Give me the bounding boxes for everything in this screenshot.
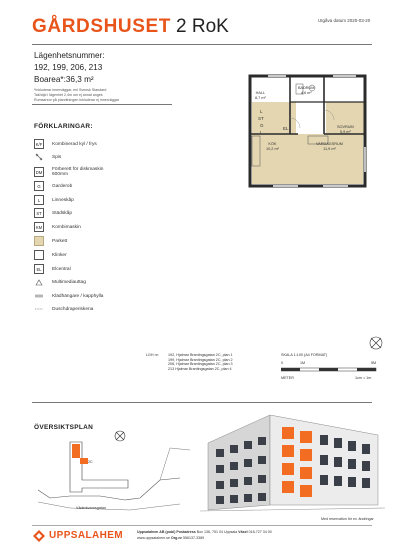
area-notes: [34, 88, 174, 102]
street-name: Väderkvarnsgatan: [76, 506, 106, 510]
scale-end: 5M: [371, 361, 377, 365]
combi-machine-icon: KM: [34, 222, 44, 232]
legend-item-fridge: K/F Kombinerad kyl / frys: [34, 138, 97, 150]
brand-name: UPPSALAHEM: [49, 530, 124, 541]
footer-divider: [32, 525, 372, 526]
note-line: Rumsareor på planritningen inkluderar ej innerväggar: [34, 97, 119, 102]
apartment-numbers: 192, 199, 206, 213: [34, 63, 103, 72]
room-bedroom: SOVRUM 5,9 m²: [337, 125, 354, 134]
apartment-number-label: Lägenhetsnummer:: [34, 51, 105, 60]
cabinet-label-linen: L: [260, 109, 263, 114]
info-divider: [32, 104, 172, 105]
cabinet-label-linen-2: L: [260, 130, 263, 135]
street-line: [160, 448, 190, 480]
page-title: GÅRDSHUSET: [32, 16, 172, 37]
fridge-freezer-icon: K/F: [34, 139, 44, 149]
website-link[interactable]: www.uppsalahem.se: [137, 536, 170, 540]
room-bathroom: BADRUM 4,6 m²: [298, 86, 315, 95]
room-hall: HALL 8,7 m²: [255, 91, 266, 100]
apartment-list-label: LGH nr:: [146, 353, 159, 357]
legend-item-hanger: Klädhängare / kapphylla: [34, 290, 103, 302]
legend-item-electrical: EL Elcentral: [34, 263, 71, 275]
header-divider: [32, 44, 372, 45]
room-living-room: VARDAGSRUM 11,9 m²: [316, 142, 343, 151]
door-label: 2C: [88, 460, 93, 464]
legend-item-curtain-rail: Duschdraperiskena: [34, 303, 93, 315]
legend-item-parquet: Parkett: [34, 235, 67, 247]
scale-start: 0: [281, 361, 284, 365]
legend-item-wardrobe: G Garderob: [34, 180, 72, 192]
cabinet-label-wardrobe: G: [260, 123, 264, 128]
render-caption: Med reservation för ev. ändringar: [321, 517, 374, 521]
legend-item-tile: Klinker: [34, 249, 67, 261]
list-item: 206, Hjalmar Brantingsgatan 2C, plan 3: [168, 362, 233, 367]
shower-rail-icon: [34, 304, 44, 314]
note-line: Takhöjd i lägenhet 2,4m om ej annat anges: [34, 92, 103, 97]
living-area: Boarea*:36,3 m²: [34, 75, 94, 84]
issue-date: Utgåva datum 2020-03-20: [318, 18, 371, 23]
parquet-swatch-icon: [34, 236, 44, 246]
scale-mid: 1M: [300, 361, 306, 365]
list-item: 199, Hjalmar Brantingsgatan 2C, plan 2: [168, 357, 233, 362]
list-item: 192, Hjalmar Brantingsgatan 2C, plan 1: [168, 353, 233, 357]
highlighted-stairwell: [72, 444, 80, 458]
scale-unit: METER: [281, 376, 294, 380]
list-item: 213 Hjalmar Brantingsgatan 2C, plan 4: [168, 367, 232, 372]
site-plan: [30, 440, 195, 515]
section-divider: [32, 402, 372, 403]
note-line: *Inkluderar innerväggar, enl Svensk Standard: [34, 88, 107, 92]
legend-item-dishwasher: DM Förberett för diskmaskin 600mm: [35, 167, 104, 177]
street-line: [38, 502, 180, 510]
footer-line-1: Uppsalahem AB (publ) Postadress Box 136, 751 04 Uppsala Växel 018-727 34 00: [137, 530, 272, 534]
legend-item-stove: Spis: [34, 151, 61, 163]
stove-icon: [34, 152, 44, 162]
apartment-type: 2 RoK: [176, 16, 229, 37]
linen-cabinet-icon: L: [34, 195, 44, 205]
legend-item-multimedia: Multimediauttag: [34, 276, 86, 288]
overview-title: ÖVERSIKTSPLAN: [34, 424, 94, 431]
wardrobe-icon: G: [34, 181, 44, 191]
dishwasher-icon: DM: [34, 167, 44, 177]
cleaning-cabinet-icon: ST: [34, 208, 44, 218]
apartment-list: [168, 353, 233, 372]
legend-item-combi: KM Kombimaskin: [34, 221, 81, 233]
uppsalahem-logo-icon: [32, 529, 46, 543]
cabinet-label-electrical: EL: [283, 126, 289, 131]
footer-line-2: www.uppsalahem.se Org.nr 556137-3389: [137, 536, 205, 540]
coat-hanger-icon: [34, 291, 44, 301]
tile-swatch-icon: [34, 250, 44, 260]
north-arrow-icon: [368, 335, 384, 351]
electrical-panel-icon: EL: [34, 264, 44, 274]
scale-ratio: 1cm = 1m: [355, 376, 372, 380]
highlighted-apartment: [80, 458, 88, 464]
legend-item-cleaning: ST Städskåp: [34, 207, 72, 219]
building-render: [200, 405, 385, 520]
legend-item-linen: L Linneskåp: [34, 194, 74, 206]
cabinet-label-cleaning: ST: [258, 116, 264, 121]
legend-title: FÖRKLARINGAR:: [34, 123, 93, 130]
multimedia-outlet-icon: [34, 277, 44, 287]
room-kitchen: KÖK 10,2 m²: [266, 142, 279, 151]
scale-bar: [281, 367, 377, 373]
scale-text: SKALA 1:100 (A4 FORMAT): [281, 353, 328, 357]
